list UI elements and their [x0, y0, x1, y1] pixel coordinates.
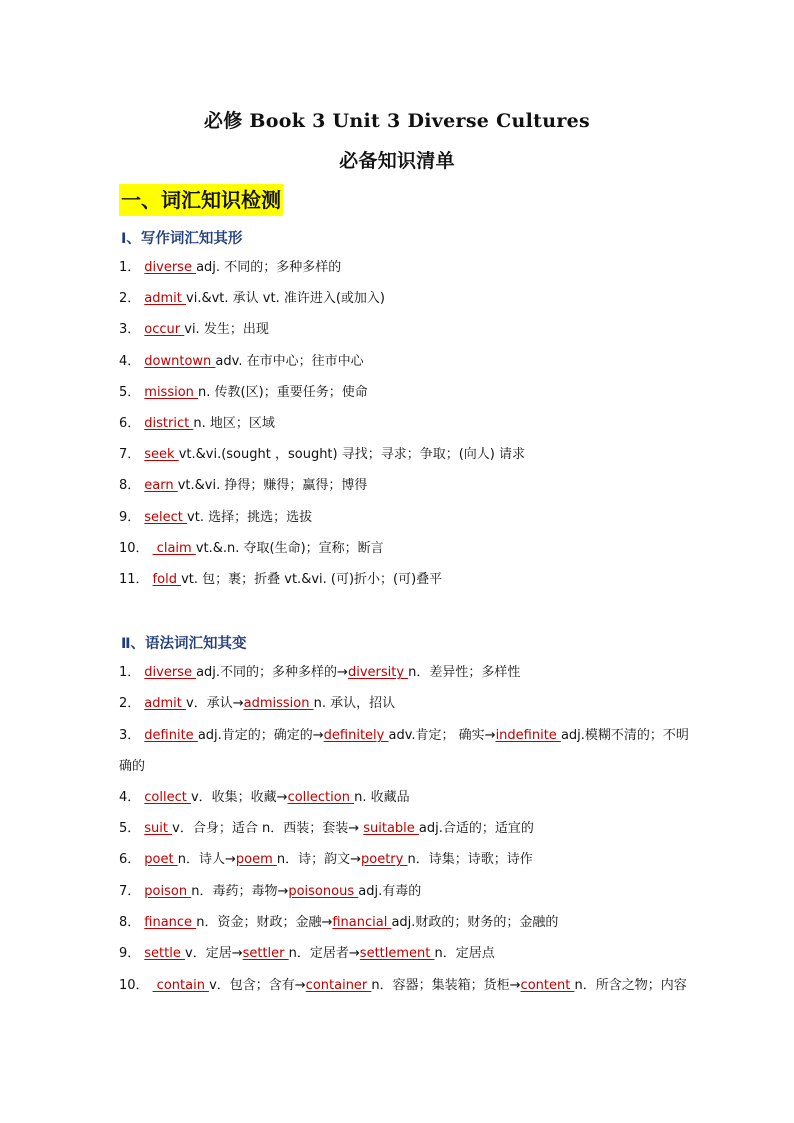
item-number: 1． [119, 665, 141, 680]
item-definition: n．毒药；毒物→ [191, 884, 289, 899]
item-number: 9． [119, 510, 141, 525]
vocab-item [119, 882, 699, 902]
answer-word: seek [144, 447, 179, 462]
answer-word: admit [144, 696, 187, 711]
vocab-item [119, 352, 699, 372]
item-definition: n．差异性；多样性 [408, 665, 521, 680]
answer-word: diverse [144, 260, 197, 275]
answer-word: suitable [363, 821, 419, 836]
answer-word: collect [144, 790, 191, 805]
vocab-item [119, 445, 699, 465]
item-definition: v．定居→ [185, 946, 243, 961]
vocab-item [119, 819, 699, 839]
answer-word: settlement [359, 946, 435, 961]
answer-word: finance [144, 915, 197, 930]
item-definition: n. 收藏品 [354, 790, 410, 805]
item-number: 7． [119, 884, 141, 899]
item-number: 7． [119, 447, 141, 462]
item-definition: n. 承认，招认 [313, 696, 396, 711]
item-definition: n．诗集；诗歌；诗作 [407, 852, 533, 867]
item-definition: adv.肯定； 确实→ [388, 728, 496, 743]
answer-word: downtown [144, 354, 216, 369]
answer-word: poet [144, 852, 178, 867]
item-number: 10． [119, 978, 149, 993]
item-definition: n．容器；集装箱；货柜→ [371, 978, 521, 993]
vocab-item [119, 508, 699, 528]
answer-word: occur [144, 322, 185, 337]
vocab-item [119, 289, 699, 309]
item-definition: vt.&vi. 挣得；赚得；赢得；博得 [177, 478, 368, 493]
answer-word: contain [152, 978, 210, 993]
answer-word: collection [287, 790, 355, 805]
item-number: 10． [119, 541, 149, 556]
answer-word: financial [332, 915, 392, 930]
answer-word: select [144, 510, 188, 525]
item-definition: adj.肯定的；确定的→ [197, 728, 324, 743]
item-number: 3． [119, 728, 141, 743]
item-definition: vt. 包；裹；折叠 vt.&vi. (可)折小；(可)叠平 [181, 572, 443, 587]
page-title: 必修 Book 3 Unit 3 Diverse Cultures [203, 110, 591, 132]
vocab-item [119, 850, 699, 870]
vocab-item [119, 539, 699, 559]
item-number: 11． [119, 572, 149, 587]
item-definition: adv. 在市中心；往市中心 [215, 354, 364, 369]
item-definition: adj.模糊不清的；不明确的 [119, 728, 689, 774]
item-definition: adj.不同的；多种多样的→ [196, 665, 348, 680]
item-number: 5． [119, 821, 141, 836]
item-number: 8． [119, 478, 141, 493]
answer-word: admit [144, 291, 187, 306]
answer-word: earn [144, 478, 178, 493]
item-definition: n. 地区；区域 [193, 416, 275, 431]
answer-word: poem [235, 852, 277, 867]
item-number: 3． [119, 322, 141, 337]
vocab-item [119, 720, 697, 782]
item-number: 1． [119, 260, 141, 275]
item-definition: v．承认→ [186, 696, 244, 711]
item-number: 4． [119, 354, 141, 369]
page-subtitle: 必备知识清单 [339, 150, 455, 172]
item-definition: vt.&vi.(sought ，sought) 寻找；寻求；争取；(向人) 请求 [178, 447, 526, 462]
vocab-item [119, 383, 699, 403]
vocab-item [119, 258, 699, 278]
answer-word: definitely [323, 728, 389, 743]
item-number: 2． [119, 696, 141, 711]
item-number: 6． [119, 852, 141, 867]
item-number: 8． [119, 915, 141, 930]
item-number: 2． [119, 291, 141, 306]
vocab-item [119, 788, 699, 808]
item-number: 5． [119, 385, 141, 400]
answer-word: suit [144, 821, 173, 836]
item-definition: vi.&vt. 承认 vt. 准许进入(或加入) [186, 291, 385, 306]
vocab-item [119, 476, 699, 496]
subsection-heading-grammar: Ⅱ、语法词汇知其变 [121, 636, 247, 652]
answer-word: indefinite [495, 728, 561, 743]
subsection-heading-writing: Ⅰ、写作词汇知其形 [121, 231, 243, 247]
item-definition: vt. 选择；挑选；选拔 [187, 510, 313, 525]
vocab-item [119, 663, 699, 683]
item-definition: adj.财政的；财务的；金融的 [391, 915, 559, 930]
answer-word: content [520, 978, 575, 993]
section-heading-vocabulary: 一、词汇知识检测 [119, 184, 283, 216]
item-definition: adj. 不同的；多种多样的 [196, 260, 342, 275]
item-definition: n．诗人→ [177, 852, 236, 867]
item-definition: n．定居者→ [288, 946, 360, 961]
vocab-item [119, 570, 699, 590]
answer-word: admission [243, 696, 314, 711]
item-definition: vt.&.n. 夺取(生命)；宣称；断言 [195, 541, 384, 556]
item-definition: n．诗；韵文→ [276, 852, 361, 867]
item-number: 4． [119, 790, 141, 805]
vocab-item [119, 913, 699, 933]
vocab-item [119, 320, 699, 340]
item-definition: v．合身；适合 n．西装；套装→ [172, 821, 364, 836]
item-definition: adj.合适的；适宜的 [418, 821, 534, 836]
vocab-item [119, 414, 699, 434]
item-definition: v．收集；收藏→ [190, 790, 288, 805]
answer-word: poetry [361, 852, 408, 867]
answer-word: diversity [347, 665, 409, 680]
item-definition: n．定居点 [434, 946, 495, 961]
item-number: 6． [119, 416, 141, 431]
vocab-item [119, 944, 699, 964]
vocab-item [119, 694, 699, 714]
answer-word: district [144, 416, 194, 431]
answer-word: definite [144, 728, 198, 743]
answer-word: container [305, 978, 372, 993]
answer-word: claim [152, 541, 196, 556]
item-definition: n．所含之物；内容 [574, 978, 687, 993]
vocab-item [119, 970, 697, 1001]
answer-word: settle [144, 946, 185, 961]
answer-word: poison [144, 884, 192, 899]
item-definition: n．资金；财政；金融→ [196, 915, 333, 930]
answer-word: fold [152, 572, 182, 587]
item-definition: vi. 发生；出现 [184, 322, 269, 337]
answer-word: diverse [144, 665, 197, 680]
item-number: 9． [119, 946, 141, 961]
item-definition: n. 传教(区)；重要任务；使命 [198, 385, 368, 400]
item-definition: adj.有毒的 [358, 884, 422, 899]
item-definition: v．包含；含有→ [209, 978, 306, 993]
answer-word: settler [242, 946, 289, 961]
answer-word: poisonous [288, 884, 359, 899]
answer-word: mission [144, 385, 199, 400]
